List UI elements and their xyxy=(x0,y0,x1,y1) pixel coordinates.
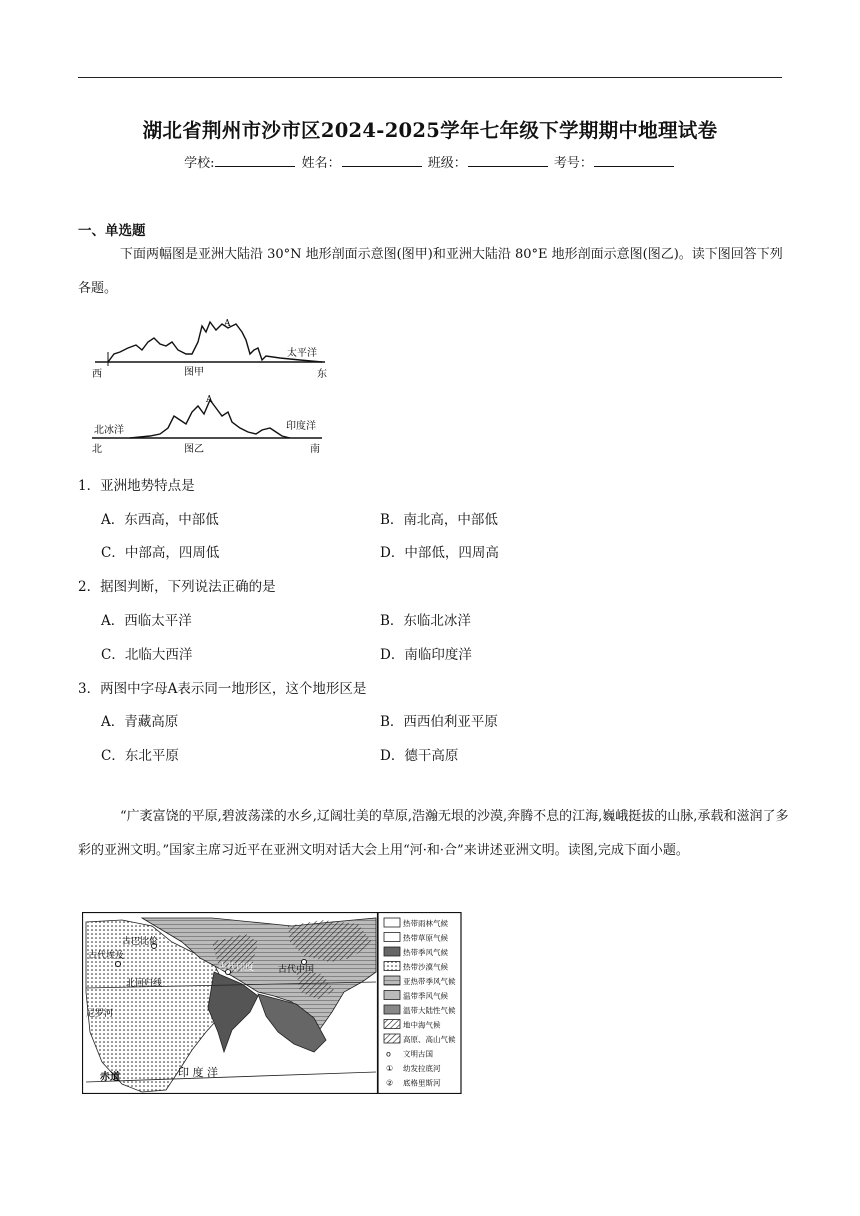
legend-swatch xyxy=(384,918,400,927)
exam-no-blank[interactable] xyxy=(594,155,674,167)
intro-paragraph-1: 下面两幅图是亚洲大陆沿 30°N 地形剖面示意图(图甲)和亚洲大陆沿 80°E 地形剖面示意图(图乙)。读下图回答下列各题。 xyxy=(78,247,783,296)
section-heading: 一、单选题 xyxy=(78,223,146,239)
yi-ocean-left-label: 北冰洋 xyxy=(94,425,124,436)
q3-option-c[interactable]: C．东北平原 xyxy=(101,748,179,764)
student-info-line xyxy=(0,152,860,171)
map-label-nile: 尼罗河 xyxy=(86,1009,114,1019)
legend-swatch xyxy=(384,976,400,985)
class-label: 班级： xyxy=(427,156,467,171)
question-1-stem: 1．亚洲地势特点是 xyxy=(78,478,195,494)
legend-swatch xyxy=(384,1005,400,1014)
q1-option-a[interactable]: A．东西高，中部低 xyxy=(101,512,219,528)
map-legend xyxy=(378,913,461,1094)
q2-option-c[interactable]: C．北临大西洋 xyxy=(101,647,193,663)
map-label-equator: 赤道 xyxy=(100,1072,120,1083)
legend-label: 热带草原气候 xyxy=(403,933,448,943)
legend-label: 热带沙漠气候 xyxy=(403,962,448,972)
jia-ocean-label: 太平洋 xyxy=(287,348,317,359)
legend-label: 底格里斯河 xyxy=(403,1078,441,1088)
exam-no-label: 考号： xyxy=(553,156,593,171)
map-label-china: 古代中国 xyxy=(278,965,315,975)
q1-option-d[interactable]: D．中部低，四周高 xyxy=(380,545,499,561)
school-label: 学校: xyxy=(184,156,215,171)
map-label-india: 古代印度 xyxy=(218,963,255,973)
q2-option-a[interactable]: A．西临太平洋 xyxy=(101,613,192,629)
q3-option-d[interactable]: D．德干高原 xyxy=(380,748,459,764)
map-label-indian-ocean: 印 度 洋 xyxy=(178,1066,218,1079)
map-label-north-tropic: 北回归线 xyxy=(126,979,163,989)
q3-option-a[interactable]: A．青藏高原 xyxy=(101,714,179,730)
legend-label: 温带季风气候 xyxy=(403,991,448,1001)
map-label-babylon: 古巴比伦 xyxy=(122,937,159,947)
q3-option-b[interactable]: B．西西伯利亚平原 xyxy=(380,714,498,730)
jia-peak-label: A xyxy=(224,319,231,329)
legend-label: 幼发拉底河 xyxy=(403,1064,441,1073)
legend-label: 热带雨林气候 xyxy=(403,919,448,928)
yi-caption: 图乙 xyxy=(184,444,204,455)
legend-symbol: ① xyxy=(386,1064,394,1073)
legend-symbol: ② xyxy=(386,1078,394,1088)
legend-swatch xyxy=(384,1034,400,1043)
legend-symbol: o xyxy=(386,1049,391,1059)
legend-label: 亚热带季风气候 xyxy=(403,977,456,986)
legend-swatch xyxy=(384,947,400,956)
legend-label: 地中海气候 xyxy=(403,1020,441,1030)
profile-yi xyxy=(92,395,322,455)
header-rule xyxy=(78,77,782,78)
question-3-stem: 3．两图中字母A表示同一地形区，这个地形区是 xyxy=(78,681,367,697)
legend-swatch xyxy=(384,991,400,1000)
q2-option-b[interactable]: B．东临北冰洋 xyxy=(380,613,471,629)
legend-swatch xyxy=(384,1020,400,1029)
q2-option-d[interactable]: D．南临印度洋 xyxy=(380,647,472,663)
q1-option-b[interactable]: B．南北高，中部低 xyxy=(380,512,498,528)
name-blank[interactable] xyxy=(342,155,422,167)
legend-label: 文明古国 xyxy=(403,1049,433,1059)
terrain-profile-figure xyxy=(90,314,340,459)
legend-label: 热带季风气候 xyxy=(403,948,448,957)
q1-option-c[interactable]: C．中部高，四周低 xyxy=(101,545,220,561)
legend-swatch xyxy=(384,933,400,942)
legend-label: 温带大陆性气候 xyxy=(403,1006,456,1015)
yi-ocean-right-label: 印度洋 xyxy=(286,421,316,432)
legend-label: 高原、高山气候 xyxy=(403,1035,456,1044)
yi-peak-label: A xyxy=(206,395,213,405)
school-blank[interactable] xyxy=(215,155,295,167)
intro-paragraph-2: “广袤富饶的平原,碧波荡漾的水乡,辽阔壮美的草原,浩瀚无垠的沙漠,奔腾不息的江海,巍峨挺拔的山脉,承载和滋润了多彩的亚洲文明。”国家主席习近平在亚洲文明对话大会上用“河·和·合”来讲述亚洲文明。读图,完成下面小题。 xyxy=(78,809,789,858)
exam-title: 湖北省荆州市沙市区2024-2025学年七年级下学期期中地理试卷 xyxy=(142,119,718,142)
jia-east-label: 东 xyxy=(317,369,327,380)
yi-south-label: 南 xyxy=(310,444,320,455)
map-label-egypt: 古代埃及 xyxy=(88,951,125,961)
jia-west-label: 西 xyxy=(92,369,102,380)
jia-caption: 图甲 xyxy=(184,367,204,378)
name-label: 姓名： xyxy=(301,156,341,171)
asia-civilization-climate-map xyxy=(82,912,462,1094)
question-2-stem: 2．据图判断，下列说法正确的是 xyxy=(78,579,276,595)
profile-jia xyxy=(92,319,327,380)
legend-swatch xyxy=(384,962,400,971)
yi-north-label: 北 xyxy=(92,444,102,455)
class-blank[interactable] xyxy=(468,155,548,167)
